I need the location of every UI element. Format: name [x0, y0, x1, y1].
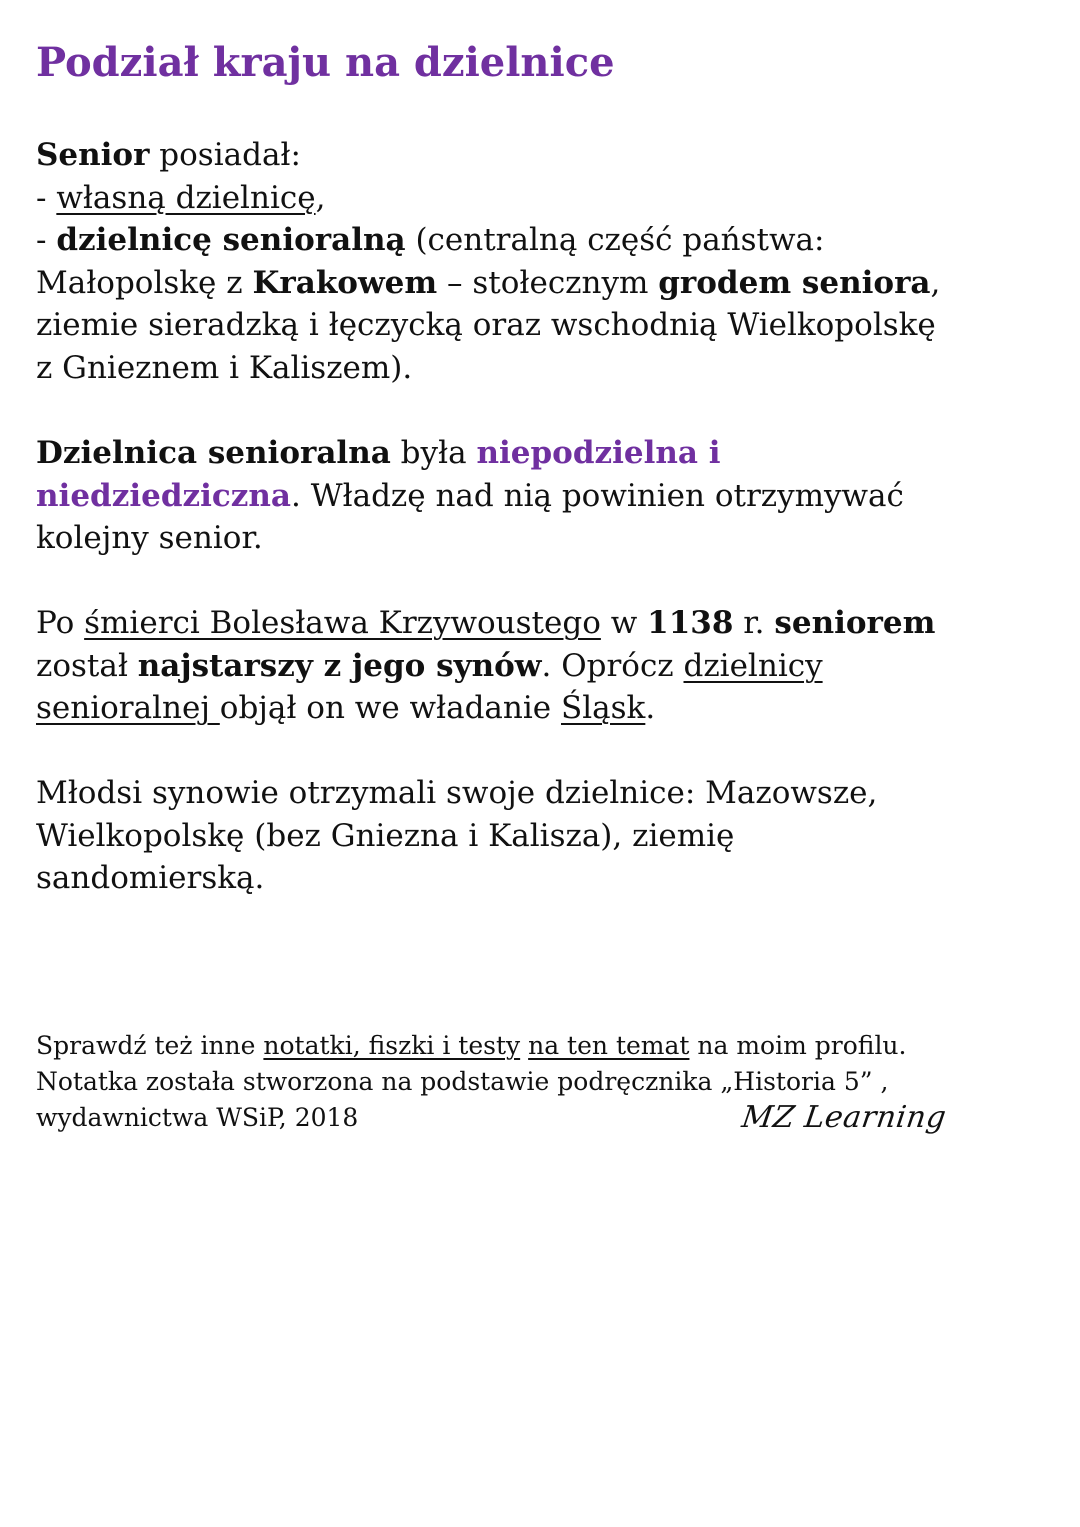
paragraph-younger-sons	[36, 772, 877, 900]
text: na moim profilu.	[689, 1031, 907, 1060]
year-1138: 1138	[647, 605, 734, 641]
link-notes-flashcards-tests[interactable]: notatki, fiszki i testy	[263, 1031, 521, 1060]
text: Notatka została stworzona na podstawie podręcznika „Historia 5” ,	[36, 1067, 889, 1096]
text: kolejny senior.	[36, 520, 263, 556]
text: – stołecznym	[437, 264, 659, 301]
text: Wielkopolskę (bez Gniezna i Kalisza), ziemię	[36, 817, 735, 854]
text: ,	[315, 179, 326, 216]
term-senior: Senior	[36, 137, 150, 173]
text: . Oprócz	[541, 647, 684, 684]
text: Małopolskę z	[36, 264, 253, 301]
text: w	[600, 605, 648, 641]
text: posiadał:	[149, 137, 301, 173]
text: z Gnieznem i Kaliszem).	[36, 349, 413, 386]
paragraph-senioral-district	[36, 432, 904, 560]
term-own-district: własną dzielnicę	[56, 179, 316, 216]
text: Sprawdź też inne	[36, 1031, 264, 1060]
term-senioral-district: dzielnicę senioralną	[56, 222, 406, 258]
text: była	[390, 435, 477, 471]
text: został	[36, 647, 138, 684]
text: sandomierską.	[36, 860, 265, 896]
term-death-of-boleslaw: śmierci Bolesława Krzywoustego	[84, 605, 601, 641]
term-district: dzielnicy	[683, 647, 823, 684]
term-senioral: senioralnej	[36, 690, 220, 726]
list-dash: -	[36, 179, 57, 216]
text: .	[645, 690, 656, 726]
paragraph-after-death	[36, 602, 935, 730]
list-dash: -	[36, 222, 57, 258]
text: objął on we władanie	[219, 690, 561, 726]
term-seniors-stronghold: grodem seniora	[658, 264, 931, 301]
text: wydawnictwa WSiP, 2018	[36, 1103, 359, 1132]
page-title: Podział kraju na dzielnice	[36, 39, 615, 86]
text: r.	[733, 605, 775, 641]
text: Młodsi synowie otrzymali swoje dzielnice: Mazowsze,	[36, 775, 878, 811]
text	[520, 1031, 528, 1060]
paragraph-senior	[36, 134, 940, 389]
signature-logo: MZ Learning	[739, 1100, 949, 1135]
text: Po	[36, 605, 85, 641]
text: ziemie sieradzką i łęczycką oraz wschodnią Wielkopolskę	[36, 307, 936, 343]
term-eldest-son: najstarszy z jego synów	[137, 647, 542, 684]
term-krakow: Krakowem	[252, 264, 438, 301]
text: (centralną część państwa:	[405, 222, 825, 258]
term-senior-role: seniorem	[774, 605, 936, 641]
highlight-indivisible: niepodzielna i	[476, 435, 721, 471]
term-senioral-district-heading: Dzielnica senioralna	[36, 435, 391, 471]
term-silesia: Śląsk	[561, 690, 646, 726]
text: . Władzę nad nią powinien otrzymywać	[290, 477, 904, 514]
text: ,	[930, 264, 941, 301]
highlight-non-hereditary: niedziedziczna	[36, 477, 291, 514]
link-on-this-topic[interactable]: na ten temat	[528, 1031, 690, 1060]
